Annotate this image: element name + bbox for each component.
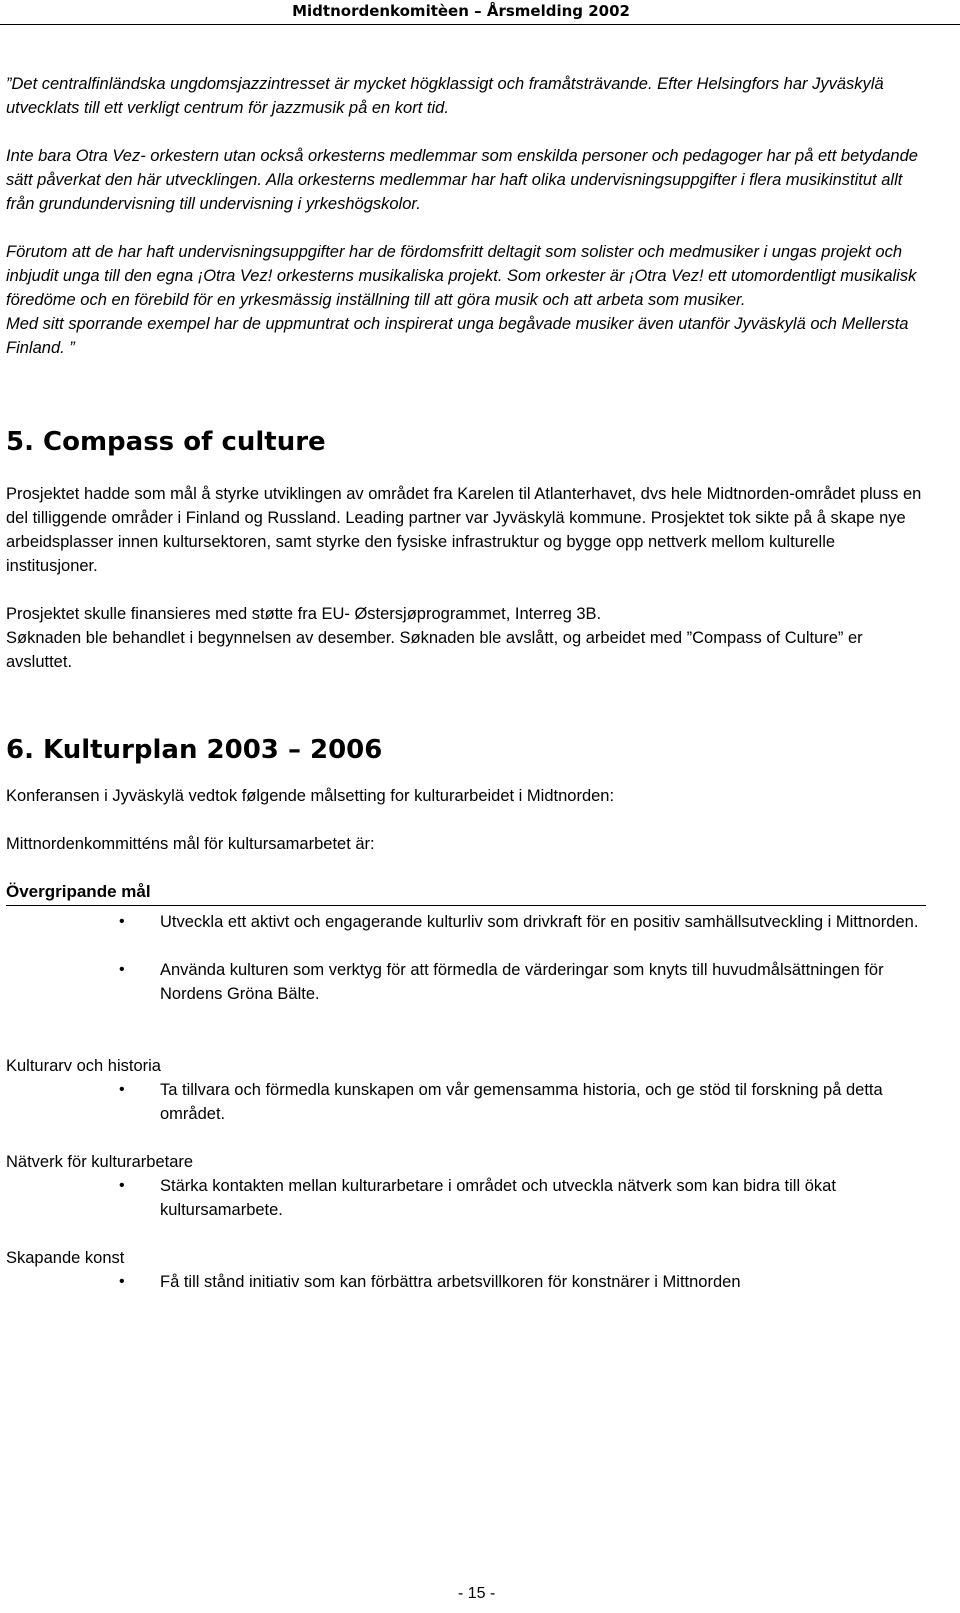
- art-list: [6, 1270, 926, 1294]
- document-body: [6, 72, 926, 1294]
- page-number: - 15 -: [458, 1585, 496, 1602]
- intro-paragraph-4: Med sitt sporrande exempel har de uppmuntrat och inspirerat unga begåvade musiker även utanför Jyväskylä och Mellersta Finland. ”: [6, 315, 909, 357]
- intro-paragraph-2: Inte bara Otra Vez- orkestern utan också orkesterns medlemmar som enskilda personer och pedagoger har på ett betydande sätt påverkat den här utvecklingen. Alla orkesterns medlemmar har haft olika undervisningsuppgifter i flera musikinstitut allt från grundundervisning till undervisning i yrkeshögskolor.: [6, 147, 918, 213]
- section-5-paragraph-2: Prosjektet skulle finansieres med støtte fra EU- Østersjøprogrammet, Interreg 3B.: [6, 605, 602, 623]
- bullet-icon: •: [119, 1081, 125, 1098]
- network-title: Nätverk för kulturarbetare: [6, 1153, 194, 1171]
- list-item: • Ta tillvara och förmedla kunskapen om vår gemensamma historia, och ge stöd til forskning på detta området.: [6, 1078, 926, 1126]
- bullet-icon: •: [119, 1273, 125, 1290]
- intro-paragraph-3: Förutom att de har haft undervisningsuppgifter har de fördomsfritt deltagit som solister och medmusiker i ungas projekt och inbjudit unga till den egna ¡Otra Vez! orkesterns musikaliska projekt. Som orkester är ¡Otra Vez! ett utomordentligt musikalisk föredöme och en förebild för en yrkesmässig inställning till att göra musik och att arbeta som musiker.: [6, 243, 917, 309]
- art-title: Skapande konst: [6, 1249, 125, 1267]
- bullet-icon: •: [119, 1177, 125, 1194]
- overall-goals-list: [6, 910, 926, 1006]
- section-6-intro: Konferansen i Jyväskylä vedtok følgende målsetting for kulturarbeidet i Midtnorden:: [6, 787, 615, 805]
- section-5-paragraph-3: Søknaden ble behandlet i begynnelsen av desember. Søknaden ble avslått, og arbeidet med ”Compass of Culture” er avsluttet.: [6, 629, 863, 671]
- bullet-icon: •: [119, 961, 125, 978]
- section-5-paragraph-1: Prosjektet hadde som mål å styrke utviklingen av området fra Karelen til Atlanterhavet, dvs hele Midtnorden-området pluss en del tilliggende områder i Finland og Russland. Leading partner var Jyväskylä kommune. Prosjektet tok sikte på å skape nye arbeidsplasser innen kultursektoren, samt styrke den fysiske infrastruktur og bygge opp nettverk mellom kulturelle institusjoner.: [6, 485, 922, 575]
- list-item: • Använda kulturen som verktyg för att förmedla de värderingar som knyts till huvudmålsättningen för Nordens Gröna Bälte.: [6, 958, 926, 1006]
- heritage-title: Kulturarv och historia: [6, 1057, 161, 1075]
- overall-goals-title: Övergripande mål: [6, 880, 926, 906]
- list-item: • Utveckla ett aktivt och engagerande kulturliv som drivkraft för en positiv samhällsutveckling i Mittnorden.: [6, 910, 926, 934]
- list-item: • Få till stånd initiativ som kan förbättra arbetsvillkoren för konstnärer i Mittnorden: [6, 1270, 926, 1294]
- bullet-icon: •: [119, 913, 125, 930]
- header-title: Midtnordenkomitèen – Årsmelding 2002: [292, 2, 630, 20]
- network-list: [6, 1174, 926, 1222]
- heritage-list: [6, 1078, 926, 1126]
- list-item: • Stärka kontakten mellan kulturarbetare i området och utveckla nätverk som kan bidra till ökat kultursamarbete.: [6, 1174, 926, 1222]
- section-6-heading: 6. Kulturplan 2003 – 2006: [6, 735, 383, 765]
- section-5-heading: 5. Compass of culture: [6, 427, 326, 457]
- page-header: [0, 0, 960, 25]
- section-6-goal-title: Mittnordenkommitténs mål för kultursamarbetet är:: [6, 835, 375, 853]
- intro-paragraph-1: ”Det centralfinländska ungdomsjazzintresset är mycket högklassigt och framåtsträvande. Efter Helsingfors har Jyväskylä utvecklats till ett verkligt centrum för jazzmusik på en kort tid.: [6, 75, 884, 117]
